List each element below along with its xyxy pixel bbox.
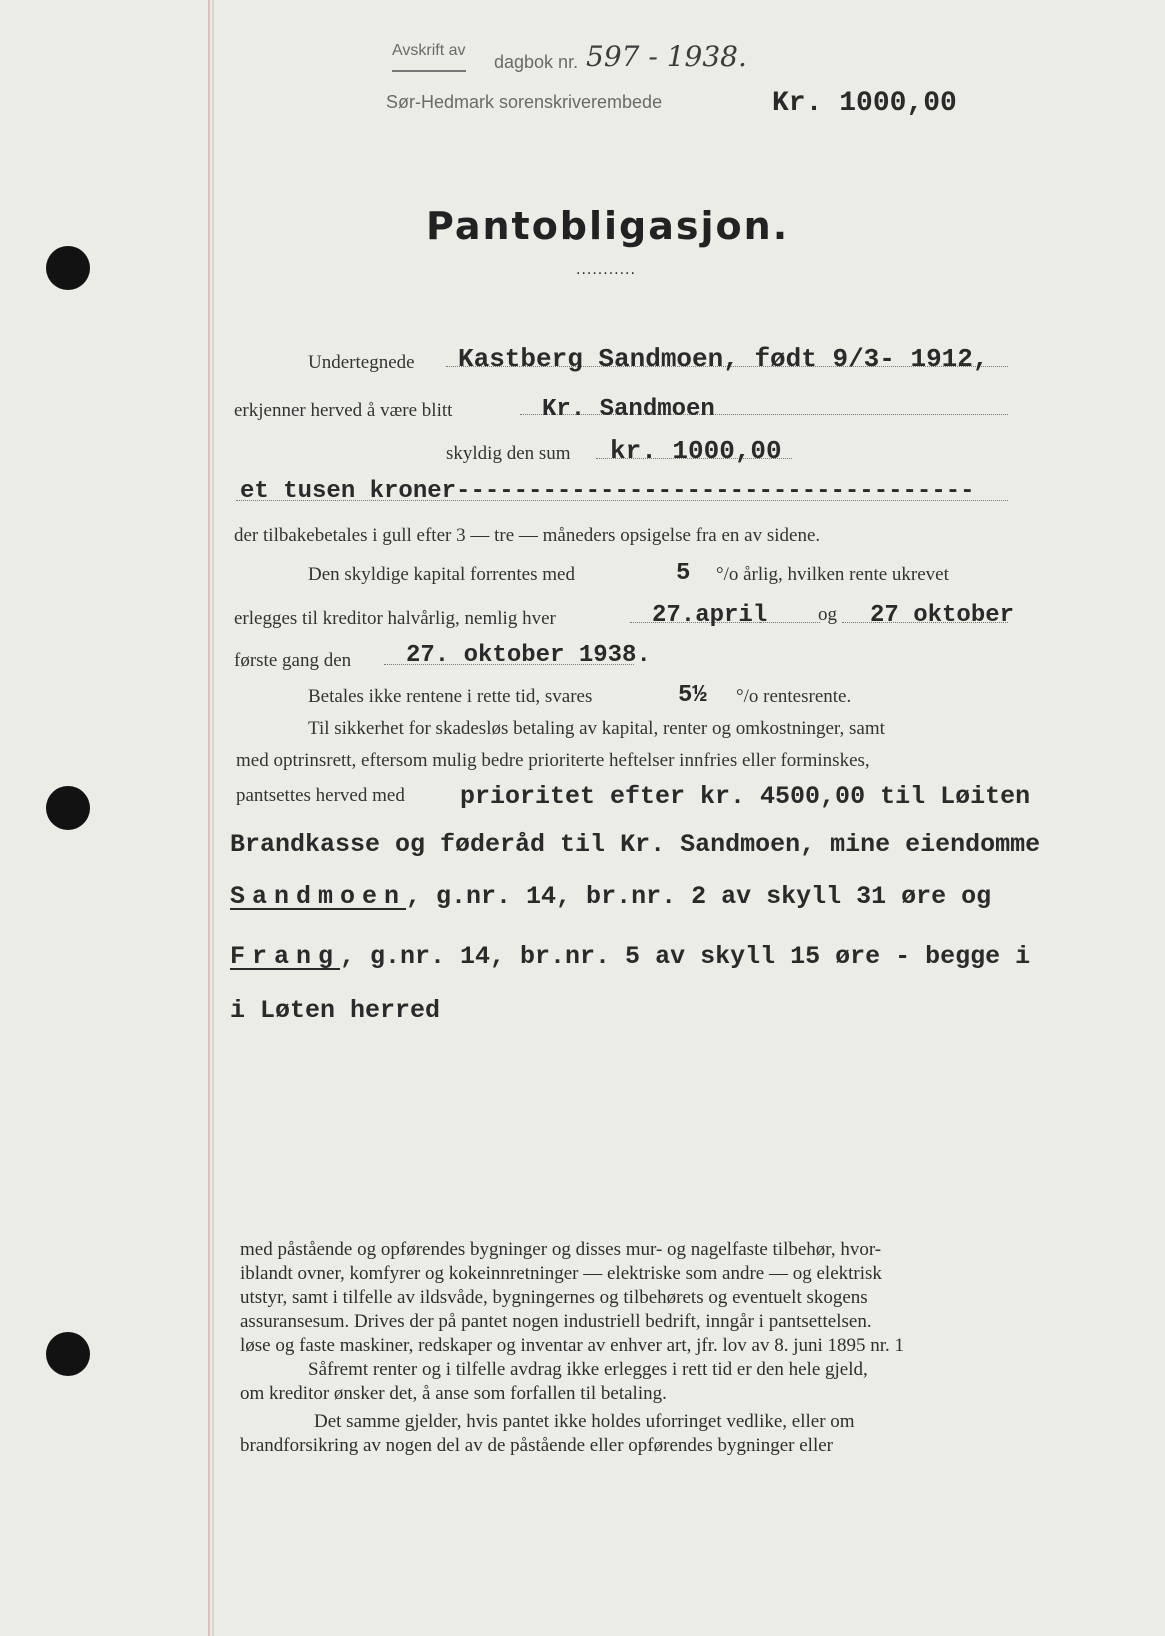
footer-line-5: løse og faste maskiner, redskaper og inventar av enhver art, jfr. lov av 8. juni 1895 nr. 1 [240,1335,905,1356]
betales-text-b: °/o rentesrente. [736,686,852,707]
erkjenner-value: Kr. Sandmoen [542,396,715,423]
forste-label: første gang den [234,650,352,671]
erlegges-dotline-2 [760,622,820,623]
property-name-frang: Frang [230,942,341,971]
footer-line-4: assuransesum. Drives der på pantet nogen industriell bedrift, inngår i pantsettelsen. [240,1311,872,1332]
interest-date-2: 27 oktober [870,602,1015,629]
typed-line-4 [230,942,1030,971]
erlegges-label: erlegges til kreditor halvårlig, nemlig hver [234,608,556,629]
sum-in-words: et tusen kroner------------------------------------ [240,478,975,505]
betales-text-a: Betales ikke rentene i rette tid, svares [308,686,593,707]
og-label: og [818,604,837,625]
dagbok-label: dagbok nr. [494,52,579,72]
footer-line-6: Såfremt renter og i tilfelle avdrag ikke erlegges i rett tid er den hele gjeld, [308,1359,868,1380]
typed-line-5: i Løten herred [230,996,441,1025]
typed-line-2: Brandkasse og føderåd til Kr. Sandmoen, mine eiendomme [230,830,1041,859]
punch-hole-bottom [46,1332,90,1376]
punch-hole-middle [46,786,90,830]
margin-line-grey [212,0,214,1636]
punch-hole-top [46,246,90,290]
skyldig-value: kr. 1000,00 [610,436,782,466]
pantsettes-label: pantsettes herved med [236,785,405,806]
avskrift-strike [392,70,466,72]
title-dots: ........... [576,262,636,278]
erkjenner-label: erkjenner herved å være blitt [234,400,453,421]
skyldig-label: skyldig den sum [446,443,571,464]
footer-line-9: brandforsikring av nogen del av de påstående eller opførendes bygninger eller [240,1435,833,1456]
header-amount: Kr. 1000,00 [772,88,957,119]
undertegnede-value: Kastberg Sandmoen, født 9/3- 1912, [458,344,989,374]
typed-line-4-rest: , g.nr. 14, br.nr. 5 av skyll 15 øre - begge i [340,942,1031,971]
typed-line-3 [230,882,991,911]
office-name: Sør-Hedmark sorenskriverembede [386,92,663,112]
interest-date-1: 27.april [652,602,768,629]
property-name-sandmoen: Sandmoen [230,882,407,911]
tilbake-text: der tilbakebetales i gull efter 3 — tre — måneders opsigelse fra en av sidene. [234,525,821,546]
sikkerhet-line-1: Til sikkerhet for skadesløs betaling av kapital, renter og omkostninger, samt [308,718,885,739]
forste-value: 27. oktober 1938. [406,642,651,669]
footer-line-1: med påstående og opførendes bygninger og disses mur- og nagelfaste tilbehør, hvor- [240,1239,882,1260]
undertegnede-label: Undertegnede [308,352,415,373]
footer-line-8: Det samme gjelder, hvis pantet ikke holdes uforringet vedlike, eller om [314,1411,855,1432]
rente-text-b: °/o årlig, hvilken rente ukrevet [716,564,949,585]
footer-line-7: om kreditor ønsker det, å anse som forfallen til betaling. [240,1383,667,1404]
sikkerhet-line-2: med optrinsrett, eftersom mulig bedre prioriterte heftelser innfries eller forminskes, [236,750,870,771]
typed-line-3-rest: , g.nr. 14, br.nr. 2 av skyll 31 øre og [406,882,992,911]
dagbok-number: 597 - 1938. [586,40,747,73]
rente-text-a: Den skyldige kapital forrentes med [308,564,575,585]
rente-percent: 5 [676,560,691,587]
avskrift-label: Avskrift av [392,42,466,59]
betales-percent: 5½ [678,682,707,709]
footer-line-3: utstyr, samt i tilfelle av ildsvåde, bygningernes og tilbehørets og eventuelt skogens [240,1287,868,1308]
footer-line-2: iblandt ovner, komfyrer og kokeinnretninger — elektriske som andre — og elektrisk [240,1263,882,1284]
margin-line-red [208,0,210,1636]
document-title: Pantobligasjon. [426,204,790,248]
typed-line-1: prioritet efter kr. 4500,00 til Løiten [460,782,1031,811]
